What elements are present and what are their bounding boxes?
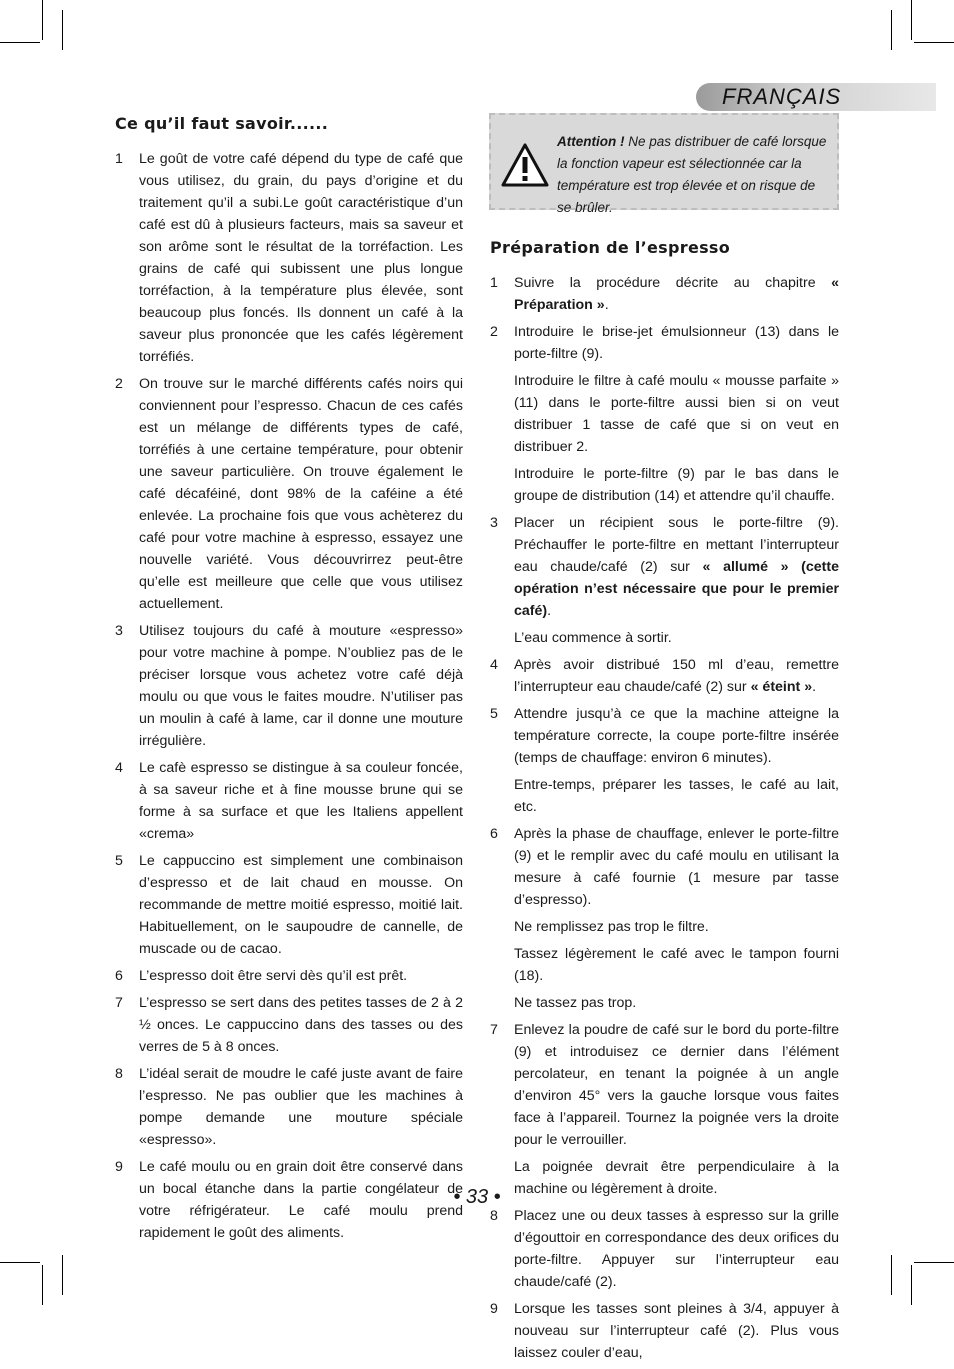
section-heading-what-to-know: Ce qu’il faut savoir...... [115,114,329,133]
item-number: 3 [115,623,123,639]
step-text: Après la phase de chauffage, enlever le porte-filtre (9) et le remplir avec du café moulu en utilisant la mesure à café fournie (1 mesure par tasse d’espresso). [514,826,839,908]
step-text: Ne tassez pas trop. [514,995,637,1011]
item-text: L’espresso doit être servi dès qu’il est prêt. [139,968,408,984]
step-text: Introduire le brise-jet émulsionneur (13) dans le porte-filtre (9). [514,324,839,362]
step-text-bold: « allumé » (cette opération n’est nécessaire que pour le premier café) [514,559,839,619]
step-text: Introduire le porte-filtre (9) par le bas dans le groupe de distribution (14) et attendre qu’il chauffe. [514,466,839,504]
step-text-part: . [547,603,552,619]
page-number: • 33 • [453,1186,501,1208]
step-number: 1 [490,275,498,291]
list-item [115,850,463,960]
item-text: Le goût de votre café dépend du type de café que vous utilisez, du grain, du pays d’origine et du traitement qu’il a subi.Le goût caractéristique d’un café est dû à plusieurs facteurs, mais sa saveur et son arôme sont le résultat de la torréfaction. Les grains de café qui subissent une plus longue torréfaction, à la température plus élevée, sont beaucoup plus foncés. Ils donnent un café à la saveur plus prononcée que les cafés légèrement torréfiés. [139,151,463,365]
item-number: 1 [115,151,123,167]
crop-mark [62,1255,63,1295]
step-item [490,321,839,507]
item-text: L’idéal serait de moudre le café juste avant de faire l’espresso. Ne pas oublier que les machines à pompe demande une mouture spéciale «espresso». [139,1066,463,1148]
step-number: 9 [490,1301,498,1317]
item-text: Le cafè espresso se distingue à sa couleur foncée, à sa saveur riche et à fine mousse brune qui se forme à sa surface et que les Italiens appellent «crema» [139,760,463,842]
step-text: La poignée devrait être perpendiculaire à la machine ou légèrement à droite. [514,1159,839,1197]
crop-mark [914,42,954,43]
step-item [490,272,839,316]
crop-mark [42,1265,43,1305]
list-item [115,992,463,1058]
step-item [490,1205,839,1293]
step-text-bold: « éteint » [750,679,813,695]
step-text: Entre-temps, préparer les tasses, le café au lait, etc. [514,777,839,815]
item-number: 7 [115,995,123,1011]
step-text-part: Suivre la procédure décrite au chapitre [514,275,832,291]
step-text: L’eau commence à sortir. [514,630,672,646]
item-number: 9 [115,1159,123,1175]
notice-label: Attention ! [557,134,625,149]
step-item [490,823,839,1014]
step-text: Placez une ou deux tasses à espresso sur la grille d’égouttoir en correspondance des deux orifices du porte-filtre. Appuyer sur l’interrupteur eau chaude/café (2). [514,1208,839,1290]
step-number: 5 [490,706,498,722]
step-text [514,272,839,316]
step-text: Introduire le filtre à café moulu « mousse parfaite » (11) dans le porte-filtre aussi bien si on veut distribuer 1 tasse de café que si on veut en distribuer 2. [514,373,839,455]
step-text-part: Après avoir distribué 150 ml d’eau, remettre l’interrupteur eau chaude/café (2) sur [514,657,839,695]
item-number: 4 [115,760,123,776]
list-item [115,148,463,368]
crop-mark [0,1262,40,1263]
step-number: 6 [490,826,498,842]
step-item [490,703,839,818]
list-item [115,757,463,845]
crop-mark [0,42,40,43]
crop-mark [914,1262,954,1263]
list-item [115,620,463,752]
crop-mark [911,0,912,40]
item-text: L’espresso se sert dans des petites tasses de 2 à 2 ½ onces. Le cappuccino dans des tasses ou des verres de 5 à 8 onces. [139,995,463,1055]
item-number: 5 [115,853,123,869]
attention-notice [489,113,839,215]
notice-text [557,131,829,219]
step-number: 3 [490,515,498,531]
step-number: 2 [490,324,498,340]
language-label: FRANÇAIS [722,84,842,109]
section-heading-espresso-prep: Préparation de l’espresso [490,238,731,257]
step-text-part: . [604,297,609,313]
crop-mark [42,0,43,40]
step-text: Ne remplissez pas trop le filtre. [514,919,709,935]
list-item [115,373,463,615]
step-number: 4 [490,657,498,673]
crop-mark [911,1265,912,1305]
step-item [490,1019,839,1200]
step-text: Tassez légèrement le café avec le tampon fourni (18). [514,946,839,984]
step-text [514,512,839,622]
left-column [115,112,463,1249]
list-item [115,965,463,987]
item-text: On trouve sur le marché différents cafés noirs qui conviennent pour l’espresso. Chacun de ces cafés est un mélange de différents types de café, torréfiés à une certaine température, pour obtenir une saveur particulière. On trouve également le café décaféiné, dont 98% de la caféine a été enlevée. La prochaine fois que vous achèterez du café pour votre machine à espresso, essayez une nouvelle variété. Vous découvrirrez peut-être qu’elle est meilleure que celle que vous utilisez actuellement. [139,376,463,612]
step-text [514,654,839,698]
step-text: Lorsque les tasses sont pleines à 3/4, appuyer à nouveau sur l’interrupteur café (2). Plus vous laissez couler d’eau, [514,1301,839,1361]
step-text-bold: « Préparation » [514,275,839,313]
step-item [490,1298,839,1364]
item-text: Le café moulu ou en grain doit être conservé dans un bocal étanche dans la partie congélateur de votre réfrigérateur. Le café moulu prend rapidement le goût des aliments. [139,1159,463,1241]
item-text: Le cappuccino est simplement une combinaison d’espresso et de lait chaud en mousse. On recommande de mettre moitié espresso, moitié lait. Habituellement, on le saupoudre de cannelle, de muscade ou de cacao. [139,853,463,957]
crop-mark [891,10,892,50]
item-text: Utilisez toujours du café à mouture «espresso» pour votre machine à pompe. N’oubliez pas de le préciser lorsque vous achetez votre café déjà moulu ou que vous le faites moudre. N’utiliser pas un moulin à café à lame, car il donne une mouture irrégulière. [139,623,463,749]
step-text-part: . [812,679,817,695]
step-text: Enlevez la poudre de café sur le bord du porte-filtre (9) et introduisez ce dernier dans l’élément percolateur, en tenant la poignée à un angle d’environ 45° vers la gauche lorsque vous faites face à l’appareil. Tournez la poignée vers la droite pour le verrouiller. [514,1022,839,1148]
crop-mark [62,10,63,50]
list-item [115,1063,463,1151]
notice-body: Ne pas distribuer de café lorsque la fonction vapeur est sélectionnée car la température est trop élevée et on risque de se brûler. [557,134,827,215]
crop-mark [891,1255,892,1295]
step-item [490,512,839,649]
item-number: 8 [115,1066,123,1082]
step-text-part: Placer un récipient sous le porte-filtre (9). Préchauffer le porte-filtre en mettant l’interrupteur eau chaude/café (2) sur [514,515,839,575]
item-number: 6 [115,968,123,984]
step-text: Attendre jusqu’à ce que la machine atteigne la température correcte, la coupe porte-filtre insérée (temps de chauffage: environ 6 minutes). [514,706,839,766]
item-number: 2 [115,376,123,392]
step-number: 7 [490,1022,498,1038]
step-number: 8 [490,1208,498,1224]
step-item [490,654,839,698]
warning-triangle-icon [501,143,549,187]
